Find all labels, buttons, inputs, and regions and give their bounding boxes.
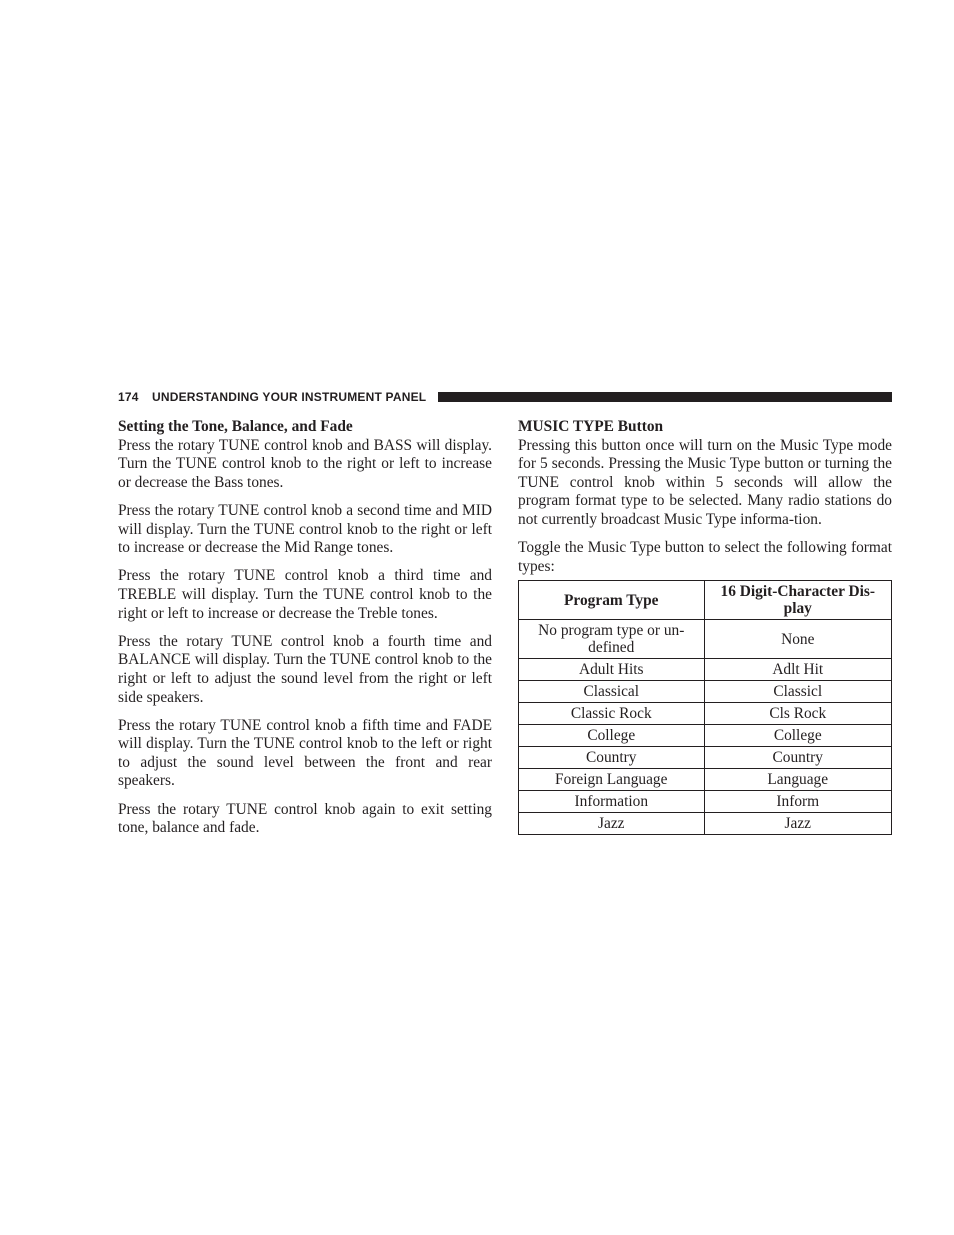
- display-cell: College: [704, 725, 891, 747]
- display-cell: Classicl: [704, 681, 891, 703]
- display-cell: Adlt Hit: [704, 659, 891, 681]
- display-header: 16 Digit-Character Dis-play: [704, 581, 891, 620]
- exit-paragraph: Press the rotary TUNE control knob again to exit setting tone, balance and fade.: [118, 800, 492, 837]
- program-type-cell: Foreign Language: [519, 769, 705, 791]
- table-row: [519, 747, 892, 769]
- program-type-cell: Classic Rock: [519, 703, 705, 725]
- left-column: [118, 418, 492, 847]
- music-type-heading: MUSIC TYPE Button: [518, 418, 664, 435]
- program-type-cell: College: [519, 725, 705, 747]
- right-column: [518, 418, 892, 835]
- display-cell: Jazz: [704, 813, 891, 835]
- table-row: [519, 620, 892, 659]
- mid-paragraph: Press the rotary TUNE control knob a second time and MID will display. Turn the TUNE control knob to the right or left to increase or decrease the Mid Range tones.: [118, 501, 492, 557]
- treble-paragraph: Press the rotary TUNE control knob a third time and TREBLE will display. Turn the TUNE control knob to the right or left to increase or decrease the Treble tones.: [118, 567, 492, 622]
- table-row: [519, 659, 892, 681]
- display-cell: Cls Rock: [704, 703, 891, 725]
- section-title: UNDERSTANDING YOUR INSTRUMENT PANEL: [152, 390, 427, 404]
- table-row: [519, 703, 892, 725]
- fade-paragraph: Press the rotary TUNE control knob a fifth time and FADE will display. Turn the TUNE control knob to the left or right to adjust the sound level between the front and rear speakers.: [118, 716, 492, 790]
- program-type-cell: Adult Hits: [519, 659, 705, 681]
- music-type-table: [518, 580, 892, 835]
- tone-balance-fade-heading: Setting the Tone, Balance, and Fade: [118, 418, 353, 435]
- balance-paragraph: Press the rotary TUNE control knob a fourth time and BALANCE will display. Turn the TUNE control knob to the right or left to adjust the sound level from the right or left side speakers.: [118, 632, 492, 706]
- display-cell: None: [704, 620, 891, 659]
- table-row: [519, 791, 892, 813]
- program-type-cell: Jazz: [519, 813, 705, 835]
- program-type-cell: Classical: [519, 681, 705, 703]
- table-row: [519, 681, 892, 703]
- toggle-paragraph: Toggle the Music Type button to select the following format types:: [518, 539, 892, 575]
- music-type-paragraph: Pressing this button once will turn on the Music Type mode for 5 seconds. Pressing the Music Type button or turning the TUNE control knob within 5 seconds will allow the program format type to be selected. Many radio stations do not currently broadcast Music Type informa-tion.: [518, 436, 892, 528]
- page-number: 174: [118, 390, 139, 404]
- bass-paragraph: Press the rotary TUNE control knob and BASS will display. Turn the TUNE control knob to the right or left to increase or decrease the Bass tones.: [118, 436, 492, 491]
- display-cell: Inform: [704, 791, 891, 813]
- table-row: [519, 769, 892, 791]
- page-header: [118, 389, 892, 405]
- table-row: [519, 813, 892, 835]
- program-type-cell: Information: [519, 791, 705, 813]
- program-type-cell: No program type or un-defined: [519, 620, 705, 659]
- header-rule-bar: [438, 392, 892, 402]
- table-header-row: [519, 581, 892, 620]
- table-row: [519, 725, 892, 747]
- display-cell: Language: [704, 769, 891, 791]
- display-cell: Country: [704, 747, 891, 769]
- program-type-cell: Country: [519, 747, 705, 769]
- program-type-header: Program Type: [519, 581, 705, 620]
